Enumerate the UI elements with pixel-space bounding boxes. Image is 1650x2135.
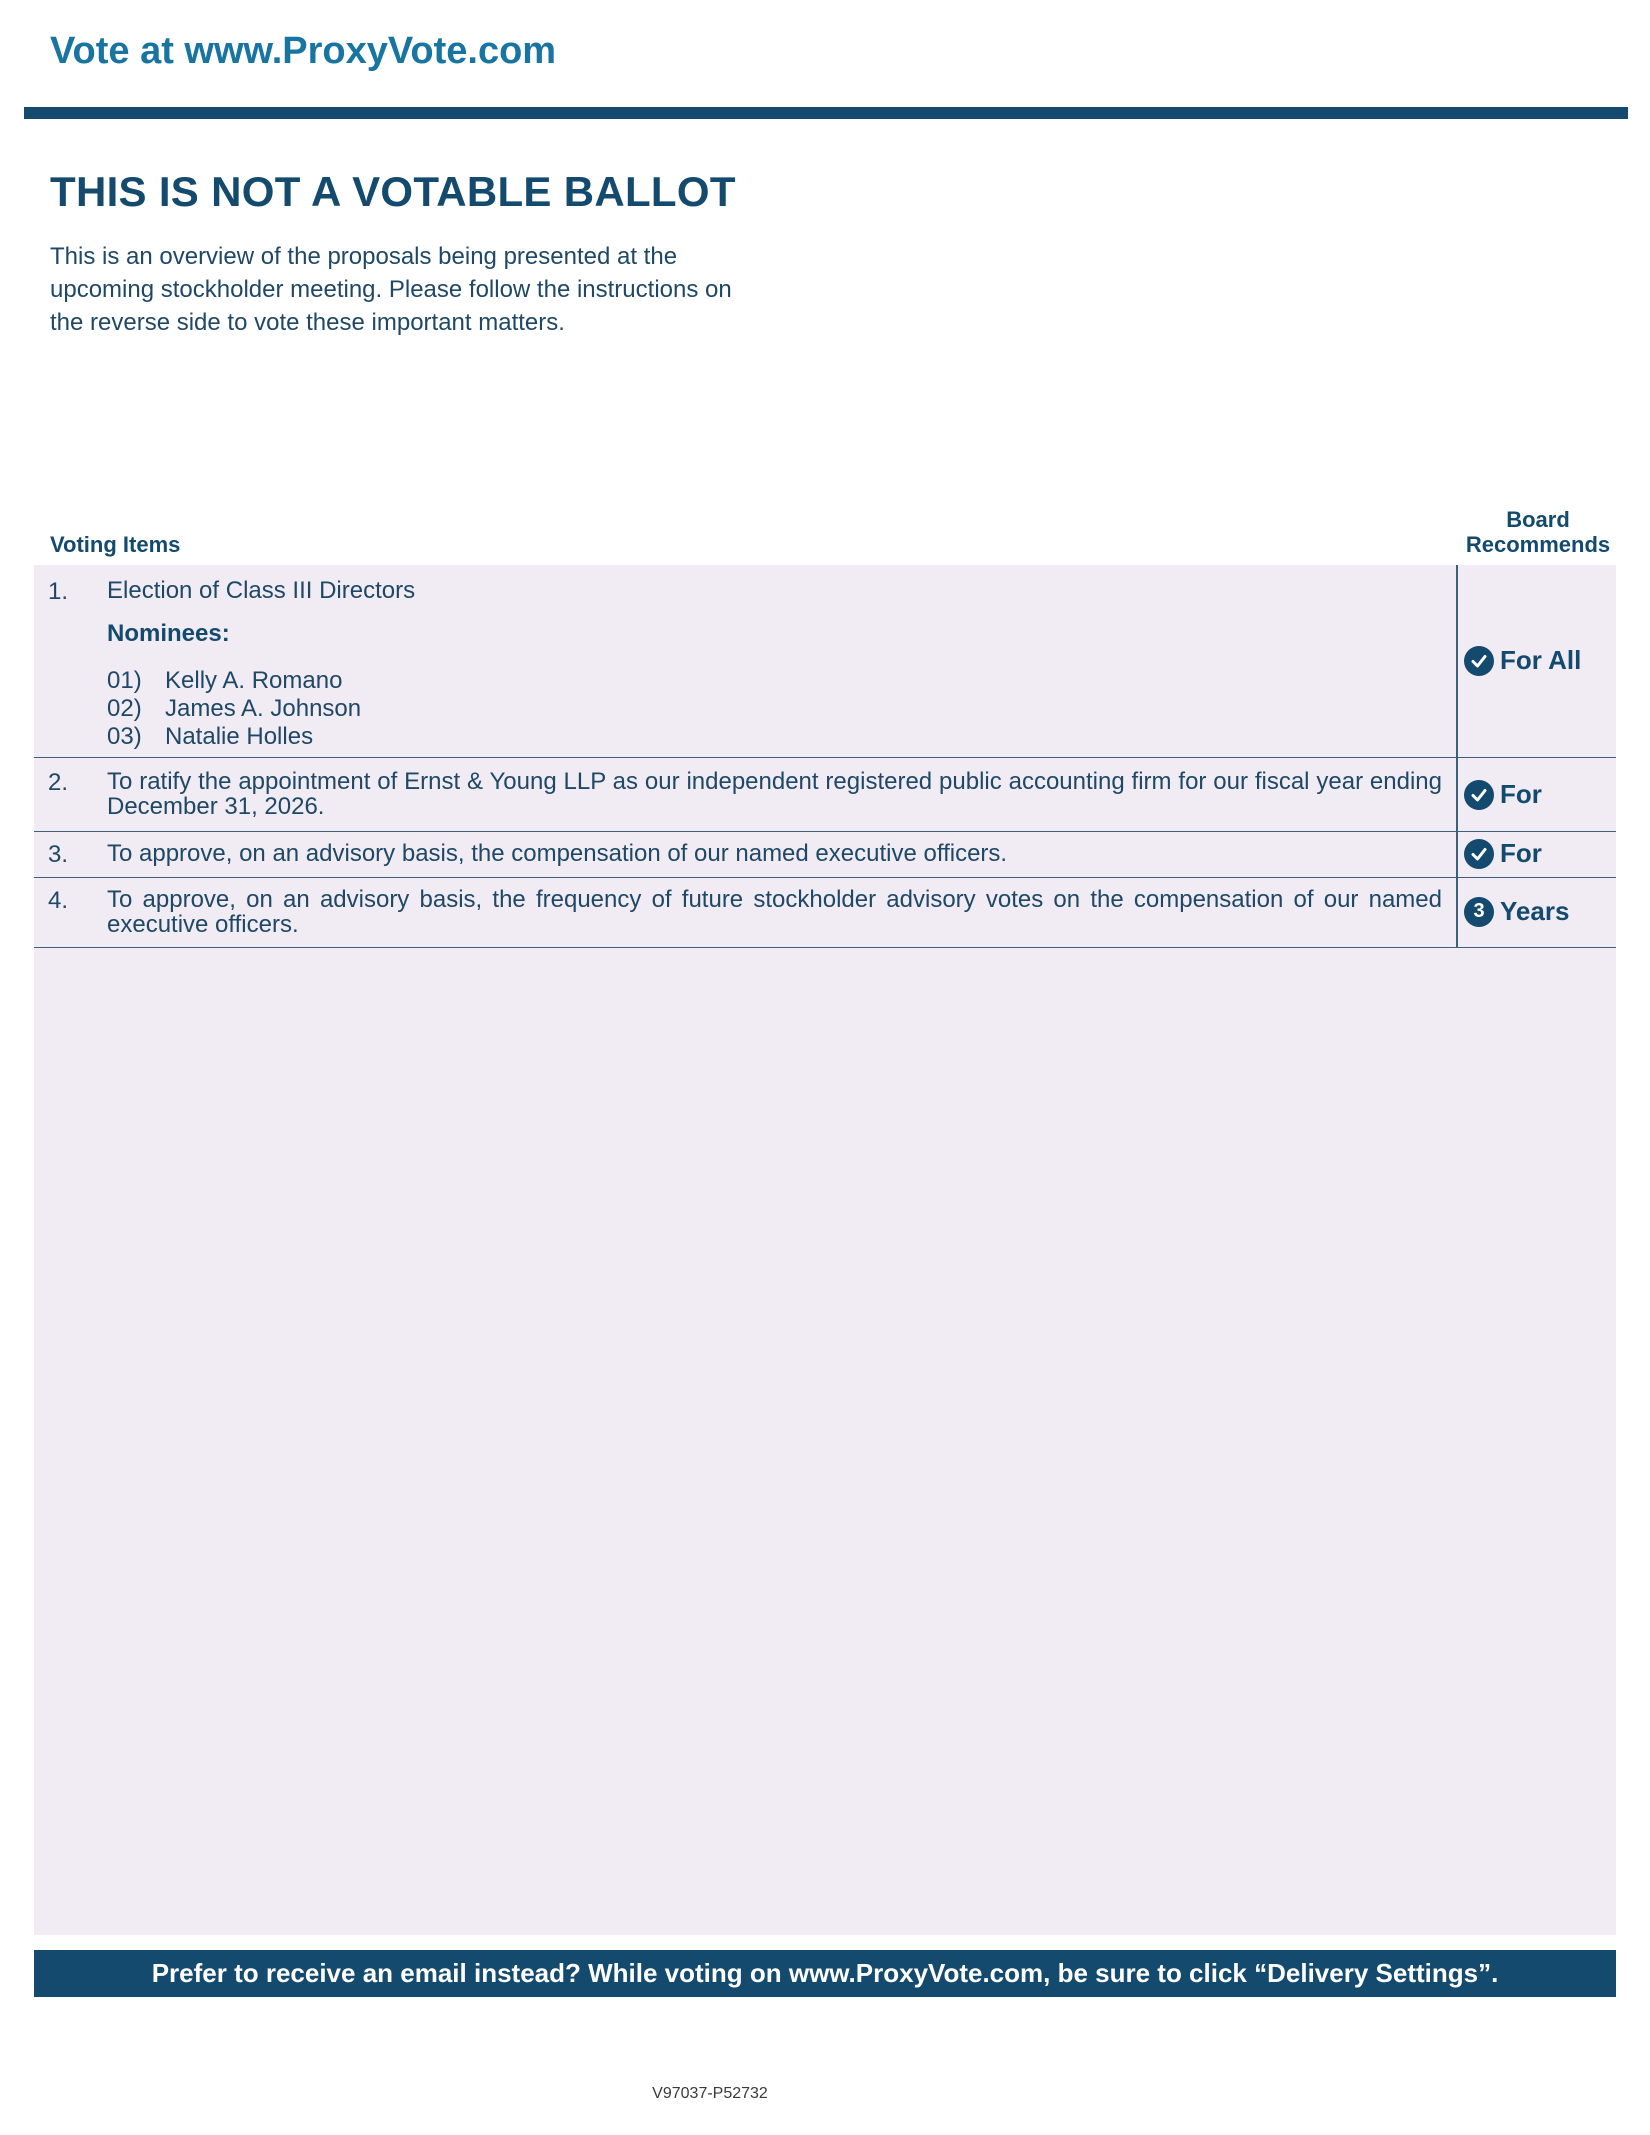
board-header-line: Recommends <box>1465 532 1611 557</box>
nominee <box>107 667 342 695</box>
intro-line: upcoming stockholder meeting. Please follow the instructions on <box>50 276 732 303</box>
board-recommendation <box>1464 838 1542 869</box>
nominee-name: James A. Johnson <box>165 695 362 722</box>
recommendation-label: For <box>1500 779 1542 809</box>
nominee-name: Natalie Holles <box>165 723 314 750</box>
item-number: 1. <box>48 578 69 605</box>
nominees-label: Nominees: <box>107 620 230 647</box>
item-text: To ratify the appointment of Ernst & Young LLP as our independent registered public accounting firm for our fiscal year ending December 31, 2026. <box>107 768 1442 820</box>
board-recommendation <box>1464 896 1569 927</box>
check-icon <box>1464 780 1494 810</box>
column-divider <box>1456 757 1458 831</box>
voting-item-row <box>34 757 1616 832</box>
intro-line: the reverse side to vote these important matters. <box>50 309 565 336</box>
board-header-line: Board <box>1506 507 1570 532</box>
check-icon <box>1464 646 1494 676</box>
voting-item-row <box>34 877 1616 948</box>
item-text: To approve, on an advisory basis, the compensation of our named executive officers. <box>107 840 1008 867</box>
column-divider <box>1456 565 1458 757</box>
column-divider <box>1456 831 1458 877</box>
nominee-code: 01) <box>107 667 142 694</box>
recommendation-label: For <box>1500 838 1542 868</box>
recommendation-label: For All <box>1500 645 1582 675</box>
header-divider <box>24 107 1628 119</box>
board-recommendation <box>1464 779 1542 810</box>
number-three-icon: 3 <box>1464 897 1494 927</box>
email-delivery-banner: Prefer to receive an email instead? While voting on www.ProxyVote.com, be sure to click “Delivery Settings”. <box>34 1950 1616 1997</box>
page-title: THIS IS NOT A VOTABLE BALLOT <box>50 168 736 215</box>
proxyvote-link[interactable]: Vote at www.ProxyVote.com <box>50 30 557 72</box>
item-text: To approve, on an advisory basis, the frequency of future stockholder advisory votes on the compensation of our named executive officers. <box>107 886 1442 938</box>
nominee-code: 03) <box>107 723 142 750</box>
item-number: 2. <box>48 769 69 796</box>
column-divider <box>1456 877 1458 947</box>
intro-paragraph <box>50 240 840 339</box>
board-recommends-header <box>1448 507 1628 557</box>
nominee-name: Kelly A. Romano <box>165 667 343 694</box>
voting-items-header: Voting Items <box>50 532 181 557</box>
nominee <box>107 695 361 723</box>
nominee-code: 02) <box>107 695 142 722</box>
item-number: 3. <box>48 841 69 868</box>
recommendation-label: Years <box>1500 896 1570 926</box>
intro-line: This is an overview of the proposals being presented at the <box>50 243 678 270</box>
voting-item-row <box>34 565 1616 758</box>
voting-item-row <box>34 831 1616 878</box>
board-recommendation <box>1464 645 1581 676</box>
nominee <box>107 723 313 751</box>
item-text: Election of Class III Directors <box>107 577 416 604</box>
document-code: V97037-P52732 <box>652 2085 768 2102</box>
item-number: 4. <box>48 887 69 914</box>
check-icon <box>1464 839 1494 869</box>
